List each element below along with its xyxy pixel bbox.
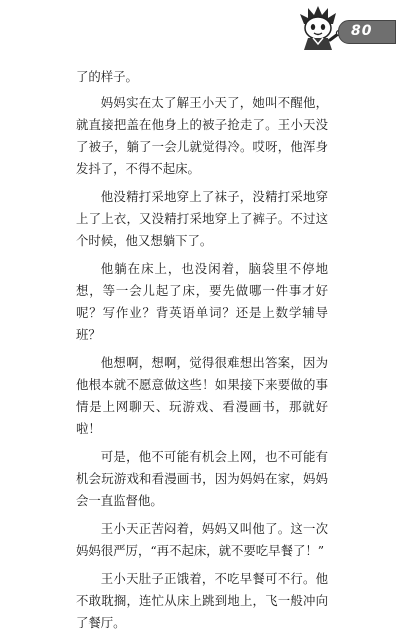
page-number-badge <box>338 20 396 44</box>
page-number: 80 <box>351 23 373 39</box>
paragraph: 他没精打采地穿上了袜子，没精打采地穿上了上衣，又没精打采地穿上了裤子。不过这个时候，他又想躺下了。 <box>76 189 328 248</box>
paragraph: 他躺在床上，也没闲着，脑袋里不停地想，等一会儿起了床，要先做哪一件事才好呢？写作业？背英语单词？还是上数学辅导班？ <box>76 261 328 342</box>
page-header <box>290 0 400 60</box>
story-text <box>76 66 328 640</box>
paragraph: 王小天正苦闷着，妈妈又叫他了。这一次妈妈很严厉，“再不起床，就不要吃早餐了！” <box>76 521 328 558</box>
paragraph: 了的样子。 <box>76 69 138 84</box>
paragraph: 王小天肚子正饿着，不吃早餐可不行。他不敢耽搁，连忙从床上跳到地上，飞一般冲向了餐厅。 <box>76 571 328 630</box>
paragraph: 可是，他不可能有机会上网，也不可能有机会玩游戏和看漫画书，因为妈妈在家，妈妈会一直监督他。 <box>76 449 328 508</box>
cartoon-boy-icon <box>296 4 342 54</box>
paragraph: 妈妈实在太了解王小天了，她叫不醒他，就直接把盖在他身上的被子抢走了。王小天没了被子，躺了一会儿就觉得冷。哎呀，他浑身发抖了，不得不起床。 <box>76 95 328 176</box>
paragraph: 他想啊，想啊，觉得很难想出答案，因为他根本就不愿意做这些！如果接下来要做的事情是上网聊天、玩游戏、看漫画书，那就好啦！ <box>76 355 328 436</box>
